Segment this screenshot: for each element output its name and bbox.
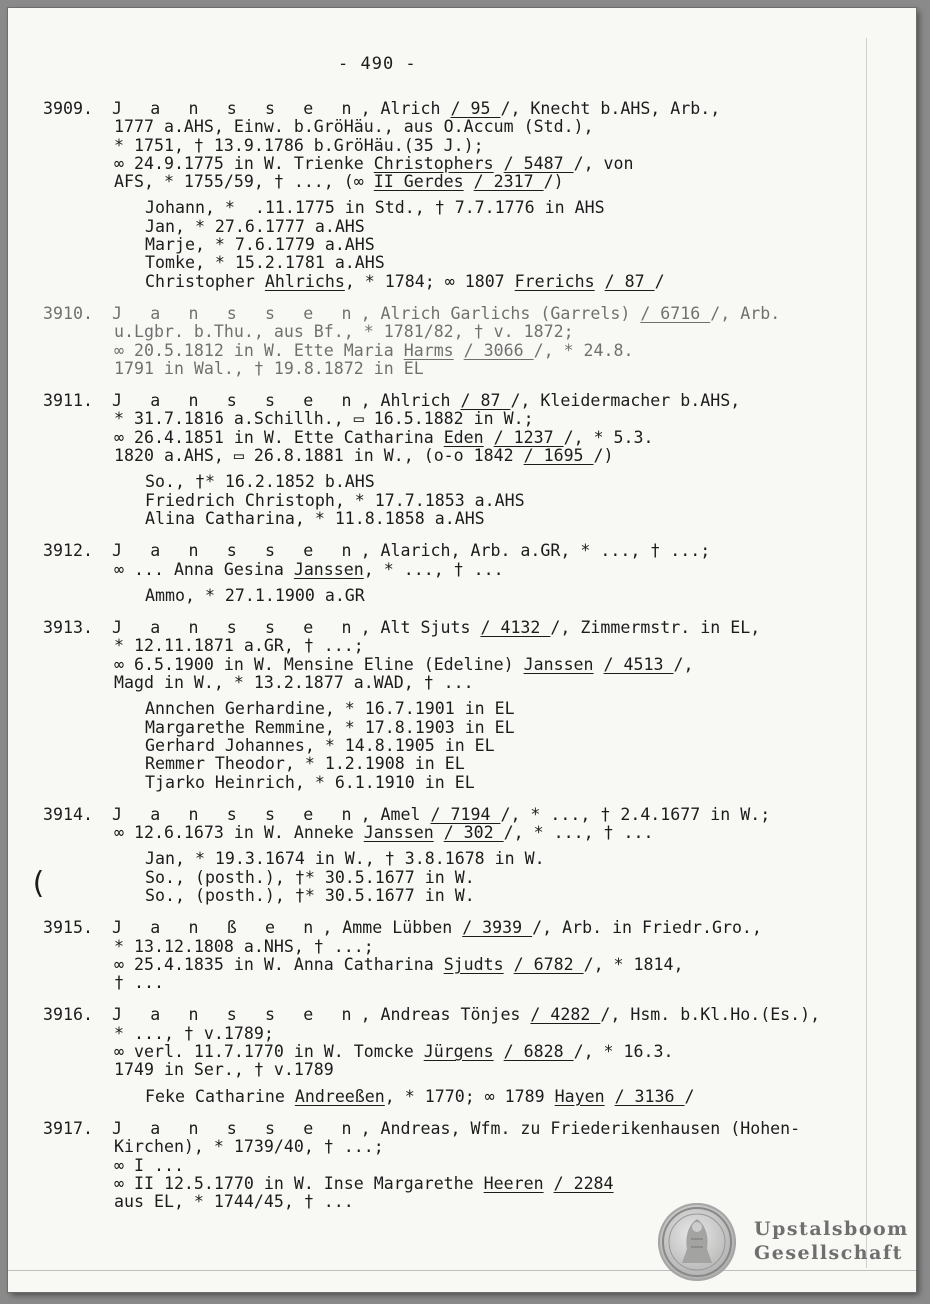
underlined-reference: Janssen bbox=[363, 823, 434, 843]
entry-surname: J a n s s e n bbox=[112, 99, 361, 118]
text-segment bbox=[594, 655, 604, 674]
child-line bbox=[145, 737, 863, 755]
text-segment: u.Lgbr. b.Thu., aus Bf., * 1781/82, † v. 1872; bbox=[114, 322, 574, 342]
child-line bbox=[145, 236, 863, 254]
text-segment bbox=[494, 1042, 504, 1061]
text-segment: Gerhard Johannes, * 14.8.1905 in EL bbox=[145, 735, 495, 755]
underlined-reference: / 4132 bbox=[480, 618, 551, 638]
entry-line bbox=[43, 806, 863, 824]
text-segment: Marje, * 7.6.1779 a.AHS bbox=[145, 235, 375, 255]
entry-surname: J a n s s e n bbox=[112, 541, 361, 561]
underlined-reference: Janssen bbox=[523, 654, 594, 674]
child-line bbox=[145, 473, 863, 491]
text-segment: , Amel bbox=[360, 804, 431, 824]
entry bbox=[43, 919, 863, 992]
underlined-reference: Jürgens bbox=[423, 1042, 494, 1062]
posthumous-bracket: ( bbox=[29, 866, 48, 902]
underlined-reference: II Gerdes bbox=[373, 172, 464, 192]
text-segment bbox=[605, 1087, 615, 1106]
text-segment: /, Knecht b.AHS, Arb., bbox=[500, 99, 721, 118]
entry-line bbox=[43, 974, 863, 992]
child-line bbox=[145, 887, 863, 905]
underlined-reference: / 3136 bbox=[614, 1086, 685, 1106]
text-segment: Tomke, * 15.2.1781 a.AHS bbox=[145, 253, 385, 273]
underlined-reference: Christophers bbox=[373, 153, 494, 173]
text-segment: /) bbox=[593, 446, 614, 466]
seal-emblem-icon bbox=[658, 1203, 736, 1281]
underlined-reference: / 6782 bbox=[513, 954, 584, 974]
text-segment bbox=[595, 272, 605, 291]
text-segment: /, * ..., † ... bbox=[503, 823, 654, 843]
entry bbox=[43, 542, 863, 605]
text-segment: / bbox=[654, 271, 665, 291]
text-segment: 1749 in Ser., † v.1789 bbox=[114, 1060, 334, 1080]
entry-line bbox=[43, 1175, 863, 1193]
entry-number: 3913. bbox=[43, 618, 93, 638]
underlined-reference: / 2284 bbox=[553, 1173, 614, 1193]
entry-line bbox=[43, 637, 863, 655]
child-line bbox=[145, 1088, 863, 1106]
entry-number: 3910. bbox=[43, 303, 93, 323]
entry-surname: J a n s s e n bbox=[112, 391, 361, 411]
child-line bbox=[145, 199, 863, 217]
text-segment: /, Kleidermacher b.AHS, bbox=[510, 391, 741, 411]
underlined-reference: Andreeßen bbox=[294, 1086, 385, 1106]
entry-line bbox=[43, 1157, 863, 1175]
text-segment: Christopher bbox=[145, 271, 265, 291]
text-segment: , Alt Sjuts bbox=[360, 618, 481, 638]
text-segment: Alina Catharina, * 11.8.1858 a.AHS bbox=[145, 508, 485, 528]
entry bbox=[43, 1006, 863, 1105]
text-segment: /) bbox=[543, 172, 564, 192]
entry-line bbox=[43, 619, 863, 637]
entry-line bbox=[43, 1025, 863, 1043]
underlined-reference: / 3066 bbox=[463, 340, 534, 360]
text-segment: Kirchen), * 1739/40, † ...; bbox=[114, 1137, 384, 1157]
entry-line bbox=[43, 118, 863, 136]
children-list bbox=[43, 1088, 863, 1106]
text-segment: , Andreas Tönjes bbox=[360, 1005, 531, 1025]
text-segment: ∞ 25.4.1835 in W. Anna Catharina bbox=[114, 954, 444, 974]
text-segment: /, Zimmermstr. in EL, bbox=[550, 618, 761, 638]
underlined-reference: / 3939 bbox=[462, 918, 533, 938]
text-segment: , Amme Lübben bbox=[322, 918, 463, 938]
text-segment: So., (posth.), †* 30.5.1677 in W. bbox=[145, 867, 475, 887]
entry-number: 3909. bbox=[43, 99, 93, 118]
entry-line bbox=[43, 137, 863, 155]
text-segment: ∞ ... Anna Gesina bbox=[114, 559, 294, 579]
child-line bbox=[145, 254, 863, 272]
text-segment: , Alrich Garlichs (Garrels) bbox=[360, 303, 641, 323]
text-segment: , * ..., † ... bbox=[363, 559, 504, 579]
watermark-line-2: Gesellschaft bbox=[754, 1242, 903, 1264]
underlined-reference: / 7194 bbox=[430, 804, 501, 824]
text-segment bbox=[434, 823, 444, 842]
underlined-reference: Sjudts bbox=[443, 954, 504, 974]
entry-line bbox=[43, 323, 863, 341]
text-segment: , Alarich, Arb. a.GR, * ..., † ...; bbox=[360, 541, 711, 561]
underlined-reference: / 4513 bbox=[603, 654, 674, 674]
entry-number: 3914. bbox=[43, 804, 93, 824]
entries-list bbox=[29, 99, 863, 1212]
entry-line bbox=[43, 100, 863, 118]
underlined-reference: Harms bbox=[403, 340, 454, 360]
text-segment: Remmer Theodor, * 1.2.1908 in EL bbox=[145, 754, 465, 774]
children-list bbox=[43, 199, 863, 290]
entry-line bbox=[43, 392, 863, 410]
entry-surname: J a n s s e n bbox=[112, 1005, 361, 1025]
text-segment: /, * 24.8. bbox=[533, 340, 634, 360]
text-segment: /, bbox=[673, 654, 694, 674]
entry-line bbox=[43, 956, 863, 974]
text-segment: Jan, * 27.6.1777 a.AHS bbox=[145, 216, 365, 236]
children-list bbox=[43, 473, 863, 528]
entry-line bbox=[43, 155, 863, 173]
underlined-reference: / 87 bbox=[604, 271, 655, 291]
text-segment bbox=[494, 154, 504, 173]
entry-line bbox=[43, 561, 863, 579]
entry-number: 3916. bbox=[43, 1005, 93, 1025]
underlined-reference: / 2317 bbox=[473, 172, 544, 192]
entry-surname: J a n s s e n bbox=[112, 618, 361, 638]
entry-number: 3911. bbox=[43, 391, 93, 411]
page-number: - 490 - bbox=[338, 54, 417, 74]
underlined-reference: / 6716 bbox=[640, 303, 711, 323]
text-segment: Tjarko Heinrich, * 6.1.1910 in EL bbox=[145, 772, 475, 792]
underlined-reference: Heeren bbox=[483, 1173, 544, 1193]
text-segment: 1820 a.AHS, ▭ 26.8.1881 in W., (o-o 1842 bbox=[114, 446, 524, 466]
text-segment: ∞ 12.6.1673 in W. Anneke bbox=[114, 823, 364, 843]
underlined-reference: / 302 bbox=[443, 823, 504, 843]
entry-line bbox=[43, 342, 863, 360]
text-segment: , * 1784; ∞ 1807 bbox=[344, 271, 515, 291]
entry-line bbox=[43, 410, 863, 428]
child-line bbox=[145, 700, 863, 718]
text-segment: Annchen Gerhardine, * 16.7.1901 in EL bbox=[145, 699, 515, 719]
text-segment: ∞ I ... bbox=[114, 1155, 184, 1175]
entry-line bbox=[43, 447, 863, 465]
text-segment: /, Arb. bbox=[710, 303, 781, 323]
text-segment: ∞ 26.4.1851 in W. Ette Catharina bbox=[114, 427, 444, 447]
entry-line bbox=[43, 1120, 863, 1138]
child-line bbox=[145, 869, 863, 887]
child-line bbox=[145, 587, 863, 605]
text-segment: Friedrich Christoph, * 17.7.1853 a.AHS bbox=[145, 490, 525, 510]
text-segment: Johann, * .11.1775 in Std., † 7.7.1776 in AHS bbox=[145, 198, 605, 218]
entry-line bbox=[43, 1138, 863, 1156]
entry-number: 3912. bbox=[43, 541, 93, 561]
text-segment: /, * 16.3. bbox=[573, 1042, 674, 1062]
underlined-reference: / 1695 bbox=[523, 446, 594, 466]
underlined-reference: Hayen bbox=[554, 1086, 605, 1106]
text-segment: /, * ..., † 2.4.1677 in W.; bbox=[500, 804, 771, 824]
child-line bbox=[145, 510, 863, 528]
entry-surname: J a n s s e n bbox=[112, 804, 361, 824]
text-segment: Magd in W., * 13.2.1877 a.WAD, † ... bbox=[114, 673, 474, 693]
text-segment: , Alrich bbox=[360, 99, 451, 118]
text-segment: * 1751, † 13.9.1786 b.GröHäu.(35 J.); bbox=[114, 135, 484, 155]
children-list bbox=[43, 700, 863, 791]
text-segment: , Andreas, Wfm. zu Friederikenhausen (Hohen- bbox=[360, 1118, 801, 1138]
right-margin-rule bbox=[866, 38, 867, 1268]
text-segment: So., (posth.), †* 30.5.1677 in W. bbox=[145, 885, 475, 905]
underlined-reference: / 5487 bbox=[503, 153, 574, 173]
underlined-reference: / 4282 bbox=[530, 1005, 601, 1025]
text-segment: Margarethe Remmine, * 17.8.1903 in EL bbox=[145, 717, 515, 737]
entry bbox=[43, 100, 863, 291]
text-segment: /, Hsm. b.Kl.Ho.(Es.), bbox=[600, 1005, 821, 1025]
text-segment: * 31.7.1816 a.Schillh., ▭ 16.5.1882 in W.; bbox=[114, 409, 534, 429]
entry-line bbox=[43, 1043, 863, 1061]
child-line bbox=[145, 218, 863, 236]
entry-line bbox=[43, 542, 863, 560]
entry-line bbox=[43, 919, 863, 937]
text-segment: So., †* 16.2.1852 b.AHS bbox=[145, 472, 375, 492]
child-line bbox=[145, 850, 863, 868]
text-segment: /, * 5.3. bbox=[563, 427, 654, 447]
underlined-reference: Janssen bbox=[293, 559, 364, 579]
entry-surname: J a n s s e n bbox=[112, 1118, 361, 1138]
text-segment: , * 1770; ∞ 1789 bbox=[384, 1086, 555, 1106]
text-segment bbox=[484, 428, 494, 447]
underlined-reference: Frerichs bbox=[514, 271, 595, 291]
text-segment: 1777 a.AHS, Einw. b.GröHäu., aus O.Accum (Std.), bbox=[114, 117, 594, 137]
text-segment: /, * 1814, bbox=[583, 954, 684, 974]
entry-number: 3915. bbox=[43, 918, 93, 938]
text-segment: * ..., † v.1789; bbox=[114, 1023, 274, 1043]
text-segment: aus EL, * 1744/45, † ... bbox=[114, 1192, 354, 1212]
text-segment: * 13.12.1808 a.NHS, † ...; bbox=[114, 936, 374, 956]
entry-surname: J a n s s e n bbox=[112, 303, 361, 323]
text-segment: /, Arb. in Friedr.Gro., bbox=[532, 918, 762, 938]
text-segment: Ammo, * 27.1.1900 a.GR bbox=[145, 585, 365, 605]
entry-line bbox=[43, 173, 863, 191]
text-segment: ∞ 20.5.1812 in W. Ette Maria bbox=[114, 340, 404, 360]
text-segment: † ... bbox=[114, 973, 164, 993]
underlined-reference: Eden bbox=[443, 427, 484, 447]
text-segment: ∞ II 12.5.1770 in W. Inse Margarethe bbox=[114, 1173, 484, 1193]
entry-line bbox=[43, 360, 863, 378]
entry bbox=[43, 305, 863, 378]
underlined-reference: / 87 bbox=[460, 391, 511, 411]
text-segment bbox=[454, 341, 464, 360]
underlined-reference: / 1237 bbox=[493, 427, 564, 447]
text-segment: * 12.11.1871 a.GR, † ...; bbox=[114, 636, 364, 656]
text-segment: AFS, * 1755/59, † ..., (∞ bbox=[114, 172, 374, 192]
children-list bbox=[43, 587, 863, 605]
text-segment: , Ahlrich bbox=[360, 391, 461, 411]
watermark-line-1: Upstalsboom bbox=[754, 1218, 909, 1240]
text-segment: /, von bbox=[573, 153, 634, 173]
entry-line bbox=[43, 1006, 863, 1024]
entry-line bbox=[43, 674, 863, 692]
text-segment: ∞ verl. 11.7.1770 in W. Tomcke bbox=[114, 1042, 424, 1062]
underlined-reference: Ahlrichs bbox=[264, 271, 345, 291]
child-line bbox=[145, 492, 863, 510]
child-line bbox=[145, 719, 863, 737]
underlined-reference: / 6828 bbox=[503, 1042, 574, 1062]
text-segment: Feke Catharine bbox=[145, 1086, 295, 1106]
entry-line bbox=[43, 305, 863, 323]
text-segment bbox=[504, 955, 514, 974]
child-line bbox=[145, 755, 863, 773]
entry bbox=[29, 804, 863, 905]
child-line bbox=[145, 774, 863, 792]
text-segment bbox=[464, 172, 474, 191]
document-page bbox=[8, 8, 916, 1292]
entry-line bbox=[43, 429, 863, 447]
child-line bbox=[145, 273, 863, 291]
entry-surname: J a n ß e n bbox=[112, 918, 323, 938]
text-segment: ∞ 24.9.1775 in W. Trienke bbox=[114, 153, 374, 173]
entry-line bbox=[43, 938, 863, 956]
underlined-reference: / 95 bbox=[450, 99, 501, 118]
text-segment: Jan, * 19.3.1674 in W., † 3.8.1678 in W. bbox=[145, 849, 545, 869]
text-segment: 1791 in Wal., † 19.8.1872 in EL bbox=[114, 358, 424, 378]
text-segment: ∞ 6.5.1900 in W. Mensine Eline (Edeline) bbox=[114, 654, 524, 674]
text-segment: / bbox=[684, 1086, 695, 1106]
entry bbox=[43, 619, 863, 792]
entry-number: 3917. bbox=[43, 1118, 93, 1138]
entry-line bbox=[43, 824, 863, 842]
children-list bbox=[29, 849, 863, 905]
entry bbox=[43, 392, 863, 528]
text-segment bbox=[544, 1174, 554, 1193]
watermark bbox=[658, 1198, 908, 1288]
entry-line bbox=[43, 1061, 863, 1079]
entry-line bbox=[43, 656, 863, 674]
